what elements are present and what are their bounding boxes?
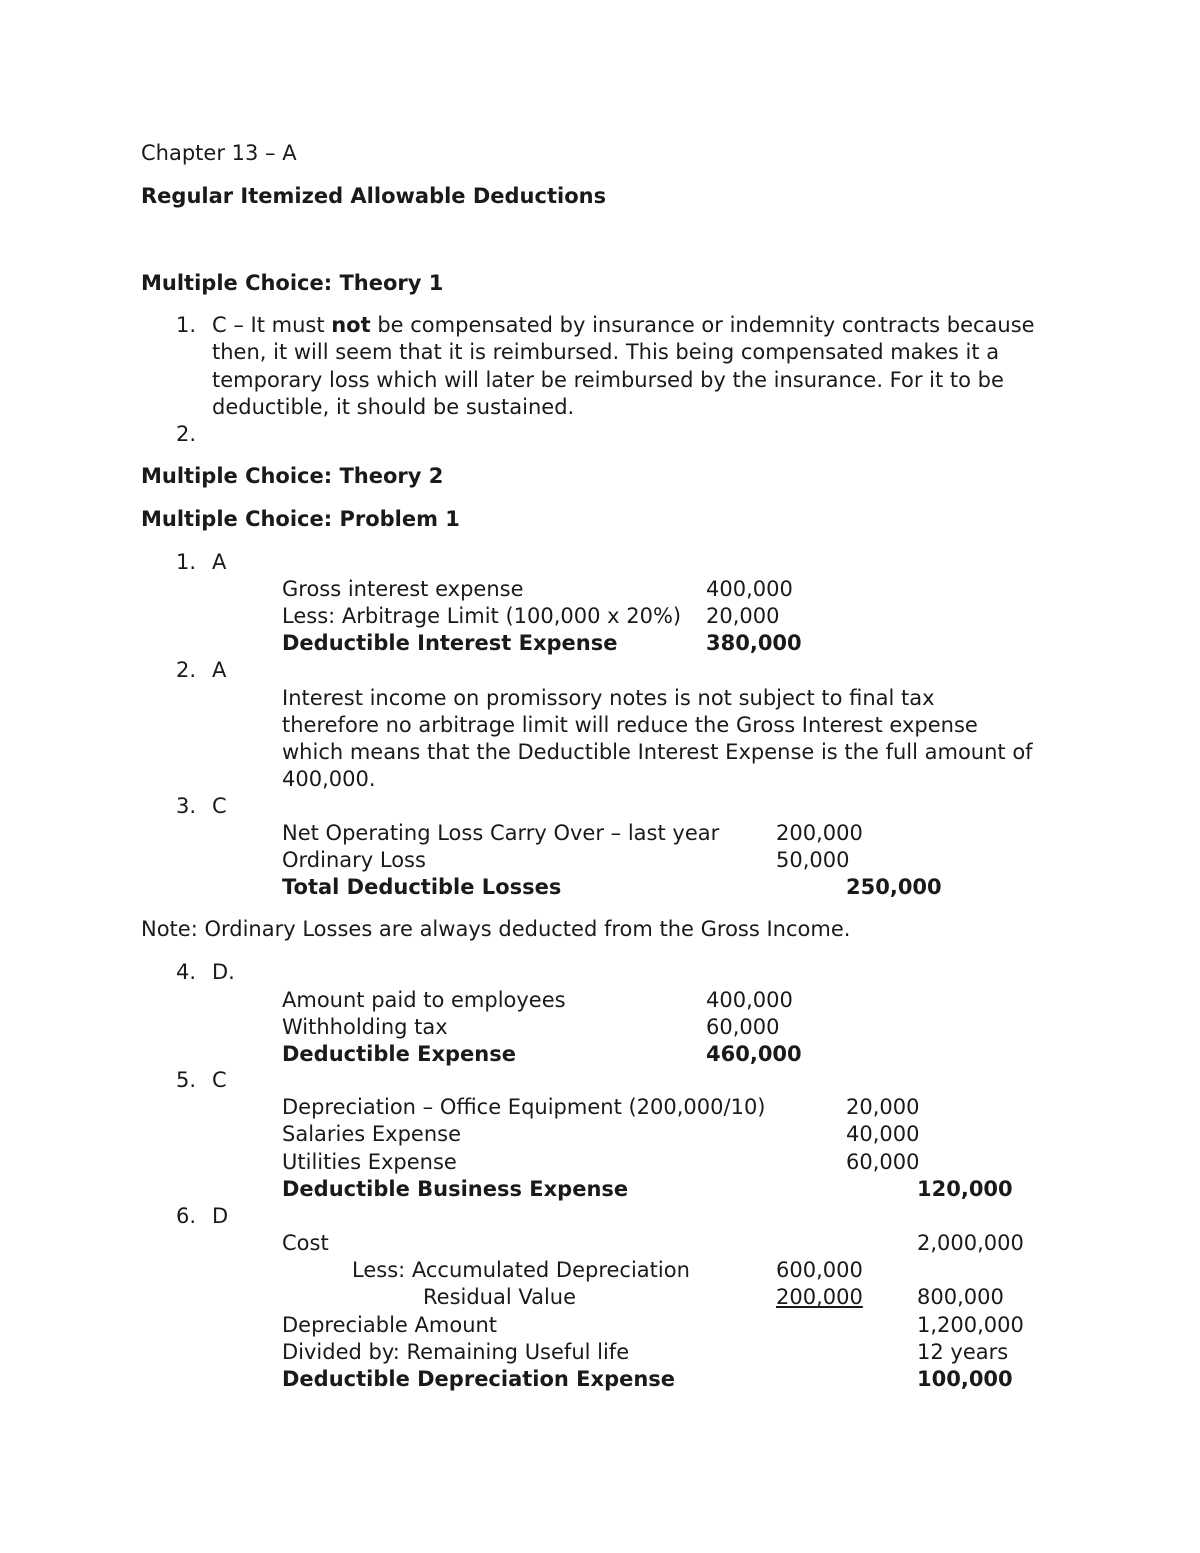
q6-life-label: Divided by: Remaining Useful life	[282, 1340, 630, 1364]
q3-row-amount: 200,000	[776, 821, 863, 845]
theory1-item1-line1: C – It must not be compensated by insurance or indemnity contracts because	[212, 313, 1035, 337]
q4-answer: D.	[212, 960, 235, 984]
q6-cost-amount: 2,000,000	[917, 1231, 1024, 1255]
q5-row-label: Utilities Expense	[282, 1150, 457, 1174]
q4-row-amount: 60,000	[706, 1015, 780, 1039]
q3-row-label: Ordinary Loss	[282, 848, 426, 872]
theory1-heading: Multiple Choice: Theory 1	[141, 271, 444, 295]
q4-total-amount: 460,000	[706, 1042, 802, 1066]
q4-row-label: Amount paid to employees	[282, 988, 566, 1012]
q5-number: 5.	[176, 1068, 197, 1092]
q1-total-label: Deductible Interest Expense	[282, 631, 618, 655]
theory2-heading: Multiple Choice: Theory 2	[141, 464, 444, 488]
theory1-item1-line2: then, it will seem that it is reimbursed. This being compensated makes it a	[212, 340, 1000, 364]
q4-total-label: Deductible Expense	[282, 1042, 516, 1066]
q1-total-amount: 380,000	[706, 631, 802, 655]
q2-answer: A	[212, 658, 227, 682]
q4-number: 4.	[176, 960, 197, 984]
q6-residual-total: 800,000	[917, 1285, 1004, 1309]
q1-row-label: Less: Arbitrage Limit (100,000 x 20%)	[282, 604, 682, 628]
q6-depreciable-amount: 1,200,000	[917, 1313, 1024, 1337]
q3-row-amount: 50,000	[776, 848, 850, 872]
q1-row-label: Gross interest expense	[282, 577, 524, 601]
q3-row-label: Net Operating Loss Carry Over – last year	[282, 821, 720, 845]
q5-row-amount: 40,000	[846, 1122, 920, 1146]
q6-total-label: Deductible Depreciation Expense	[282, 1367, 676, 1391]
q5-total-amount: 120,000	[917, 1177, 1013, 1201]
q2-explanation-line: therefore no arbitrage limit will reduce the Gross Interest expense	[282, 713, 978, 737]
q6-residual-label: Residual Value	[423, 1285, 577, 1309]
theory1-item1-line3: temporary loss which will later be reimbursed by the insurance. For it to be	[212, 368, 1004, 392]
page-subtitle: Regular Itemized Allowable Deductions	[141, 184, 607, 208]
q4-row-amount: 400,000	[706, 988, 793, 1012]
q5-answer: C	[212, 1068, 227, 1092]
q6-accum-amount: 600,000	[776, 1258, 863, 1282]
q6-depreciable-label: Depreciable Amount	[282, 1313, 498, 1337]
q2-explanation-line: Interest income on promissory notes is not subject to final tax	[282, 686, 935, 710]
q6-total-amount: 100,000	[917, 1367, 1013, 1391]
problem1-heading: Multiple Choice: Problem 1	[141, 507, 460, 531]
theory1-item1-line4: deductible, it should be sustained.	[212, 395, 575, 419]
q5-row-label: Depreciation – Office Equipment (200,000/10)	[282, 1095, 766, 1119]
q3-number: 3.	[176, 794, 197, 818]
q6-life-value: 12 years	[917, 1340, 1009, 1364]
q6-residual-amount: 200,000	[776, 1285, 863, 1309]
emphasis-not: not	[331, 313, 371, 337]
q6-answer: D	[212, 1204, 229, 1228]
q1-row-amount: 20,000	[706, 604, 780, 628]
q1-answer: A	[212, 550, 227, 574]
q5-total-label: Deductible Business Expense	[282, 1177, 629, 1201]
q1-number: 1.	[176, 550, 197, 574]
q3-total-label: Total Deductible Losses	[282, 875, 562, 899]
q2-explanation-line: which means that the Deductible Interest Expense is the full amount of	[282, 740, 1033, 764]
q4-row-label: Withholding tax	[282, 1015, 448, 1039]
q3-answer: C	[212, 794, 227, 818]
q2-number: 2.	[176, 658, 197, 682]
theory1-item2-number: 2.	[176, 422, 197, 446]
chapter-title: Chapter 13 – A	[141, 141, 297, 165]
q2-explanation-line: 400,000.	[282, 767, 376, 791]
ordinary-losses-note: Note: Ordinary Losses are always deducted from the Gross Income.	[141, 917, 851, 941]
q5-row-amount: 60,000	[846, 1150, 920, 1174]
theory1-item1-number: 1.	[176, 313, 197, 337]
q5-row-amount: 20,000	[846, 1095, 920, 1119]
q6-accum-label: Less: Accumulated Depreciation	[352, 1258, 690, 1282]
q5-row-label: Salaries Expense	[282, 1122, 462, 1146]
q1-row-amount: 400,000	[706, 577, 793, 601]
q3-total-amount: 250,000	[846, 875, 942, 899]
q6-number: 6.	[176, 1204, 197, 1228]
q6-cost-label: Cost	[282, 1231, 329, 1255]
